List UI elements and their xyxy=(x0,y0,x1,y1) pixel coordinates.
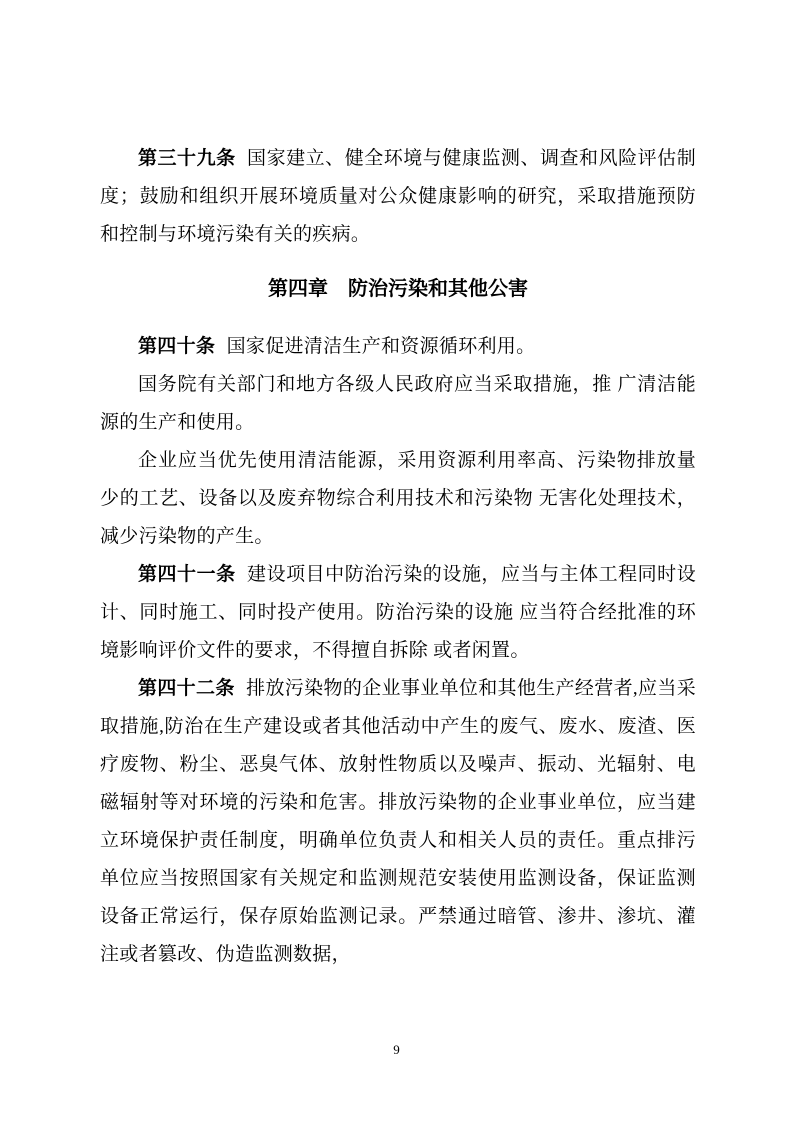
article-41-number: 第四十一条 xyxy=(138,564,236,585)
article-40-text: 国家促进清洁生产和资源循环利用。 xyxy=(226,336,536,357)
article-42-text: 排放污染物的企业事业单位和其他生产经营者,应当采取措施,防治在生产建设或者其他活动中产生的废气、废水、废渣、医疗废物、粉尘、恶臭气体、放射性物质以及噪声、振动、光辐射、电磁辐射等对环境的污染和危害。排放污染物的企业事业单位，应当建立环境保护责任制度，明确单位负责人和相关人员的责任。重点排污单位应当按照国家有关规定和监测规范安装使用监测设备，保证监测设备正常运行，保存原始监测记录。严禁通过暗管、渗井、渗坑、灌注或者篡改、伪造监测数据， xyxy=(100,678,696,965)
paragraph-article-42 xyxy=(100,670,696,974)
article-39-number: 第三十九条 xyxy=(138,148,236,169)
body-1-text: 国务院有关部门和地方各级人民政府应当采取措施，推 广清洁能源的生产和使用。 xyxy=(100,374,696,433)
document-content xyxy=(100,140,696,974)
body-2-text: 企业应当优先使用清洁能源，采用资源利用率高、污染物排放量少的工艺、设备以及废弃物综合利用技术和污染物 无害化处理技术，减少污染物的产生。 xyxy=(100,450,696,547)
article-42-number: 第四十二条 xyxy=(138,678,235,699)
article-40-number: 第四十条 xyxy=(138,336,216,357)
paragraph-article-40 xyxy=(100,328,696,366)
paragraph-body-1 xyxy=(100,366,696,442)
chapter-heading: 第四章 防治污染和其他公害 xyxy=(268,278,528,300)
article-39-text: 国家建立、健全环境与健康监测、调查和风险评估制度；鼓励和组织开展环境质量对公众健康影响的研究，采取措施预防和控制与环境污染有关的疾病。 xyxy=(100,148,696,245)
article-41-text: 建设项目中防治污染的设施，应当与主体工程同时设计、同时施工、同时投产使用。防治污染的设施 应当符合经批准的环境影响评价文件的要求，不得擅自拆除 或者闲置。 xyxy=(100,564,696,661)
paragraph-article-41 xyxy=(100,556,696,670)
page-number: 9 xyxy=(393,1042,400,1057)
paragraph-body-2 xyxy=(100,442,696,556)
paragraph-article-39 xyxy=(100,140,696,254)
